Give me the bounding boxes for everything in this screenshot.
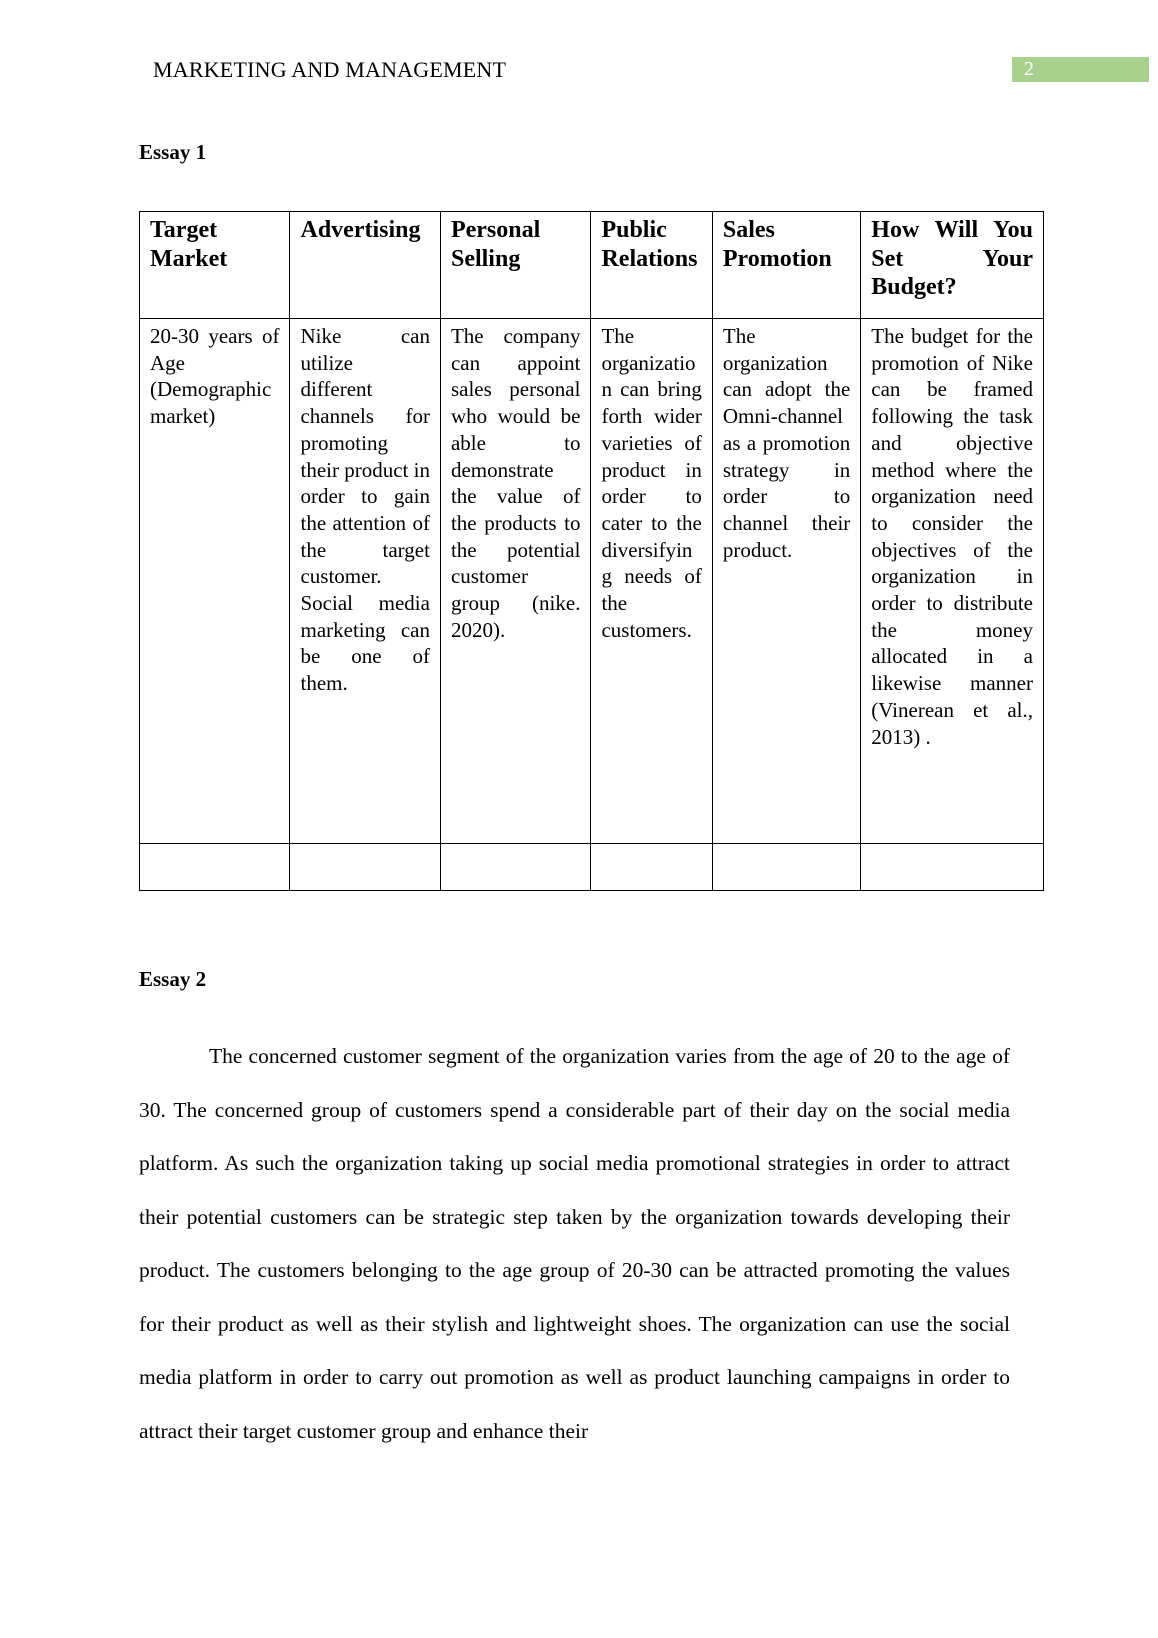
cell-advertising: Nike can utilize different channels for promoting their product in order to gain the attention of the target customer. Social media marketing can be one of them. xyxy=(290,319,440,844)
header-budget: How Will You Set Your Budget? xyxy=(861,212,1044,319)
header-personal-selling: Personal Selling xyxy=(440,212,590,319)
cell-public-relations: The organization can bring forth wider varieties of product in order to cater to the diversifying needs of the customers. xyxy=(591,319,712,844)
essay-2-paragraph: The concerned customer segment of the organization varies from the age of 20 to the age of 30. The concerned group of customers spend a considerable part of their day on the social media platform. As such the organization taking up social media promotional strategies in order to attract their potential customers can be strategic step taken by the organization towards developing their product. The customers belonging to the age group of 20-30 can be attracted promoting the values for their product as well as their stylish and lightweight shoes. The organization can use the social media platform in order to carry out promotion as well as product launching campaigns in order to attract their target customer group and enhance their xyxy=(139,1044,1010,1443)
header-advertising: Advertising xyxy=(290,212,440,319)
table-row xyxy=(140,319,1044,844)
essay-1-heading: Essay 1 xyxy=(139,140,207,164)
table-header-row xyxy=(140,212,1044,319)
header-target-market: Target Market xyxy=(140,212,290,319)
table-row-empty xyxy=(140,844,1044,891)
cell-budget: The budget for the promotion of Nike can be framed following the task and objective method where the organization need to consider the objectives of the organization in order to distribute the money allocated in a likewise manner (Vinerean et al., 2013) . xyxy=(861,319,1044,844)
promotion-mix-table xyxy=(139,211,1044,891)
header-sales-promotion: Sales Promotion xyxy=(712,212,860,319)
empty-cell xyxy=(140,844,290,891)
empty-cell xyxy=(861,844,1044,891)
essay-2-heading: Essay 2 xyxy=(139,967,207,991)
header-public-relations: Public Relations xyxy=(591,212,712,319)
empty-cell xyxy=(591,844,712,891)
empty-cell xyxy=(440,844,590,891)
running-title: MARKETING AND MANAGEMENT xyxy=(153,57,507,82)
cell-personal-selling: The company can appoint sales personal who would be able to demonstrate the value of the products to the potential customer group (nike. 2020). xyxy=(440,319,590,844)
cell-target-market: 20-30 years of Age (Demographic market) xyxy=(140,319,290,844)
empty-cell xyxy=(712,844,860,891)
empty-cell xyxy=(290,844,440,891)
page-number: 2 xyxy=(1012,57,1149,82)
cell-sales-promotion: The organization can adopt the Omni-channel as a promotion strategy in order to channel their product. xyxy=(712,319,860,844)
